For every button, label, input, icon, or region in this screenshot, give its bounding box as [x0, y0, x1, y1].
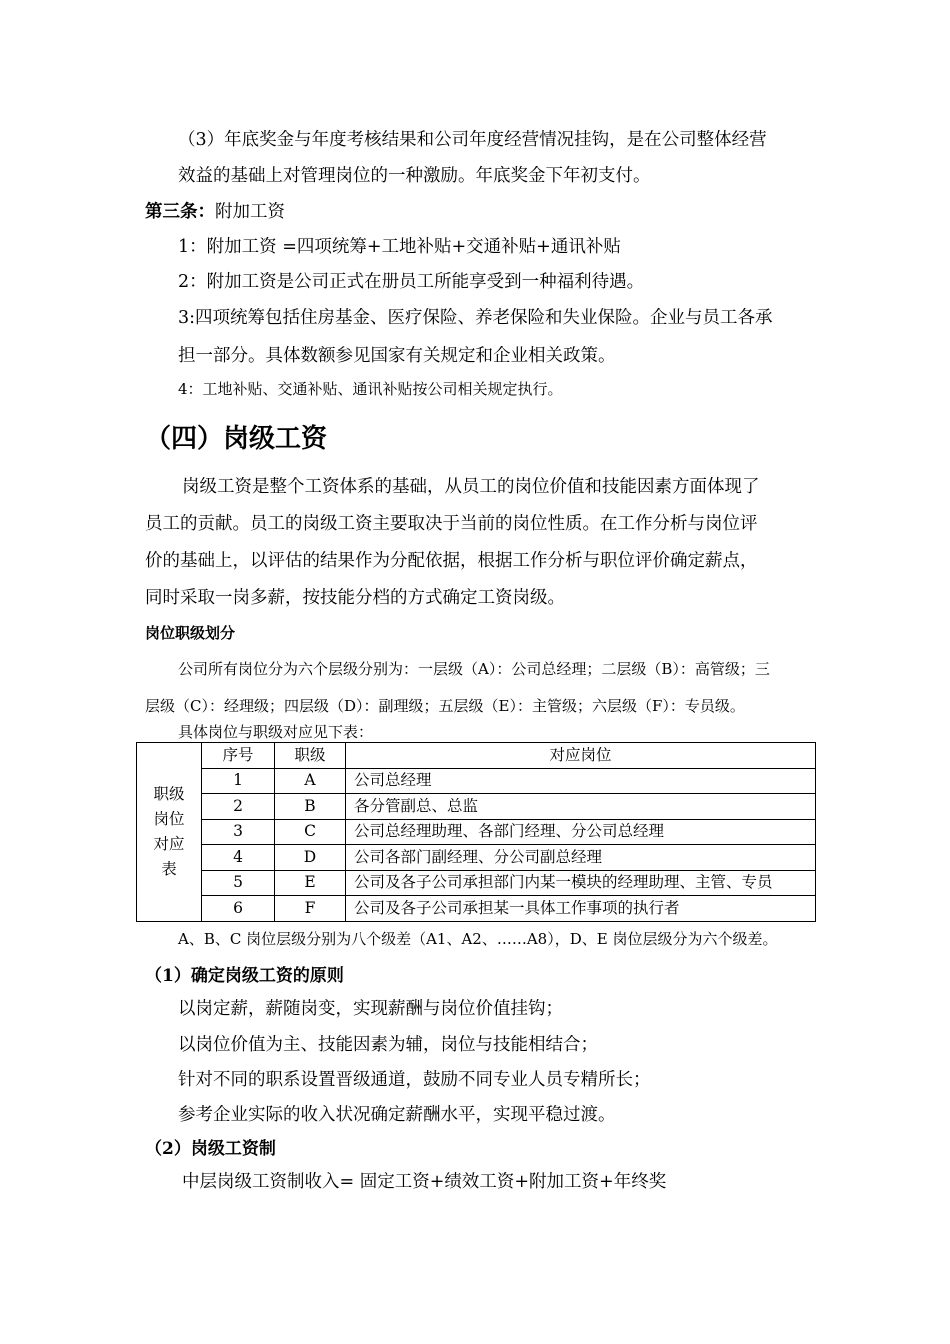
cell-position: 各分管副总、总监 — [346, 794, 816, 820]
bonus-paragraph-line-2: 效益的基础上对管理岗位的一种激励。年底奖金下年初支付。 — [178, 166, 651, 186]
cell-seq: 4 — [202, 845, 275, 871]
article-3-item-3-line-1: 3:四项统筹包括住房基金、医疗保险、养老保险和失业保险。企业与员工各承 — [178, 308, 773, 328]
article-3-item-2: 2：附加工资是公司正式在册员工所能享受到一种福利待遇。 — [178, 272, 645, 292]
cell-seq: 6 — [202, 896, 275, 922]
cell-level: B — [275, 794, 346, 820]
table-header-row — [137, 743, 816, 769]
cell-position: 公司及各子公司承担部门内某一模块的经理助理、主管、专员 — [346, 870, 816, 896]
table-side-label — [137, 743, 202, 922]
cell-seq: 5 — [202, 870, 275, 896]
table-row — [137, 768, 816, 794]
side-label-1: 职级 — [153, 785, 185, 804]
principles-title: （1）确定岗级工资的原则 — [145, 966, 344, 986]
cell-level: D — [275, 845, 346, 871]
bonus-paragraph-line-1: （3）年底奖金与年度考核结果和公司年度经营情况挂钩，是在公司整体经营 — [178, 130, 767, 150]
cell-level: E — [275, 870, 346, 896]
header-position: 对应岗位 — [346, 743, 816, 769]
section-4-heading: （四）岗级工资 — [145, 424, 328, 454]
division-title: 岗位职级划分 — [145, 624, 236, 642]
section-4-intro-line-2: 员工的贡献。员工的岗级工资主要取决于当前的岗位性质。在工作分析与岗位评 — [145, 514, 758, 534]
cell-position: 公司总经理助理、各部门经理、分公司总经理 — [346, 819, 816, 845]
principle-item-3: 针对不同的职系设置晋级通道，鼓励不同专业人员专精所长； — [178, 1070, 651, 1090]
table-intro: 具体岗位与职级对应见下表： — [178, 723, 374, 741]
cell-position: 公司总经理 — [346, 768, 816, 794]
division-line-2: 层级（C）：经理级；四层级（D）：副理级；五层级（E）：主管级；六层级（F）：专员级。 — [145, 697, 745, 715]
section-4-intro-line-1: 岗级工资是整个工资体系的基础，从员工的岗位价值和技能因素方面体现了 — [182, 477, 760, 497]
cell-position: 公司及各子公司承担某一具体工作事项的执行者 — [346, 896, 816, 922]
principle-item-4: 参考企业实际的收入状况确定薪酬水平，实现平稳过渡。 — [178, 1105, 616, 1125]
table-row — [137, 819, 816, 845]
table-note: A、B、C 岗位层级分别为八个级差（A1、A2、……A8），D、E 岗位层级分为六个级差。 — [178, 930, 778, 948]
side-label-4: 表 — [161, 859, 177, 878]
header-level: 职级 — [275, 743, 346, 769]
article-3-heading — [145, 198, 285, 223]
cell-level: F — [275, 896, 346, 922]
table-row — [137, 896, 816, 922]
side-label-2: 岗位 — [153, 809, 185, 828]
article-3-item-1: 1：附加工资 =四项统筹+工地补贴+交通补贴+通讯补贴 — [178, 237, 621, 257]
section-4-intro-line-3: 价的基础上，以评估的结果作为分配依据，根据工作分析与职位评价确定薪点， — [145, 551, 758, 571]
table-row — [137, 870, 816, 896]
article-3-title: 附加工资 — [215, 202, 285, 222]
article-3-item-4: 4：工地补贴、交通补贴、通讯补贴按公司相关规定执行。 — [178, 380, 563, 398]
cell-position: 公司各部门副经理、分公司副总经理 — [346, 845, 816, 871]
section-4-intro-line-4: 同时采取一岗多薪，按技能分档的方式确定工资岗级。 — [145, 588, 565, 608]
article-3-item-3-line-2: 担一部分。具体数额参见国家有关规定和企业相关政策。 — [178, 346, 616, 366]
principle-item-1: 以岗定薪，薪随岗变，实现薪酬与岗位价值挂钩； — [178, 999, 563, 1019]
cell-seq: 3 — [202, 819, 275, 845]
cell-level: A — [275, 768, 346, 794]
position-level-table — [136, 742, 816, 922]
cell-level: C — [275, 819, 346, 845]
principle-item-2: 以岗位价值为主、技能因素为辅，岗位与技能相结合； — [178, 1035, 598, 1055]
division-line-1: 公司所有岗位分为六个层级分别为：一层级（A）：公司总经理；二层级（B）：高管级；三 — [178, 660, 770, 678]
table-row — [137, 794, 816, 820]
salary-system-formula: 中层岗级工资制收入= 固定工资+绩效工资+附加工资+年终奖 — [182, 1172, 667, 1192]
cell-seq: 2 — [202, 794, 275, 820]
salary-system-title: （2）岗级工资制 — [145, 1139, 276, 1159]
header-seq: 序号 — [202, 743, 275, 769]
table-row — [137, 845, 816, 871]
cell-seq: 1 — [202, 768, 275, 794]
article-3-label: 第三条： — [145, 202, 215, 222]
side-label-3: 对应 — [153, 834, 185, 853]
